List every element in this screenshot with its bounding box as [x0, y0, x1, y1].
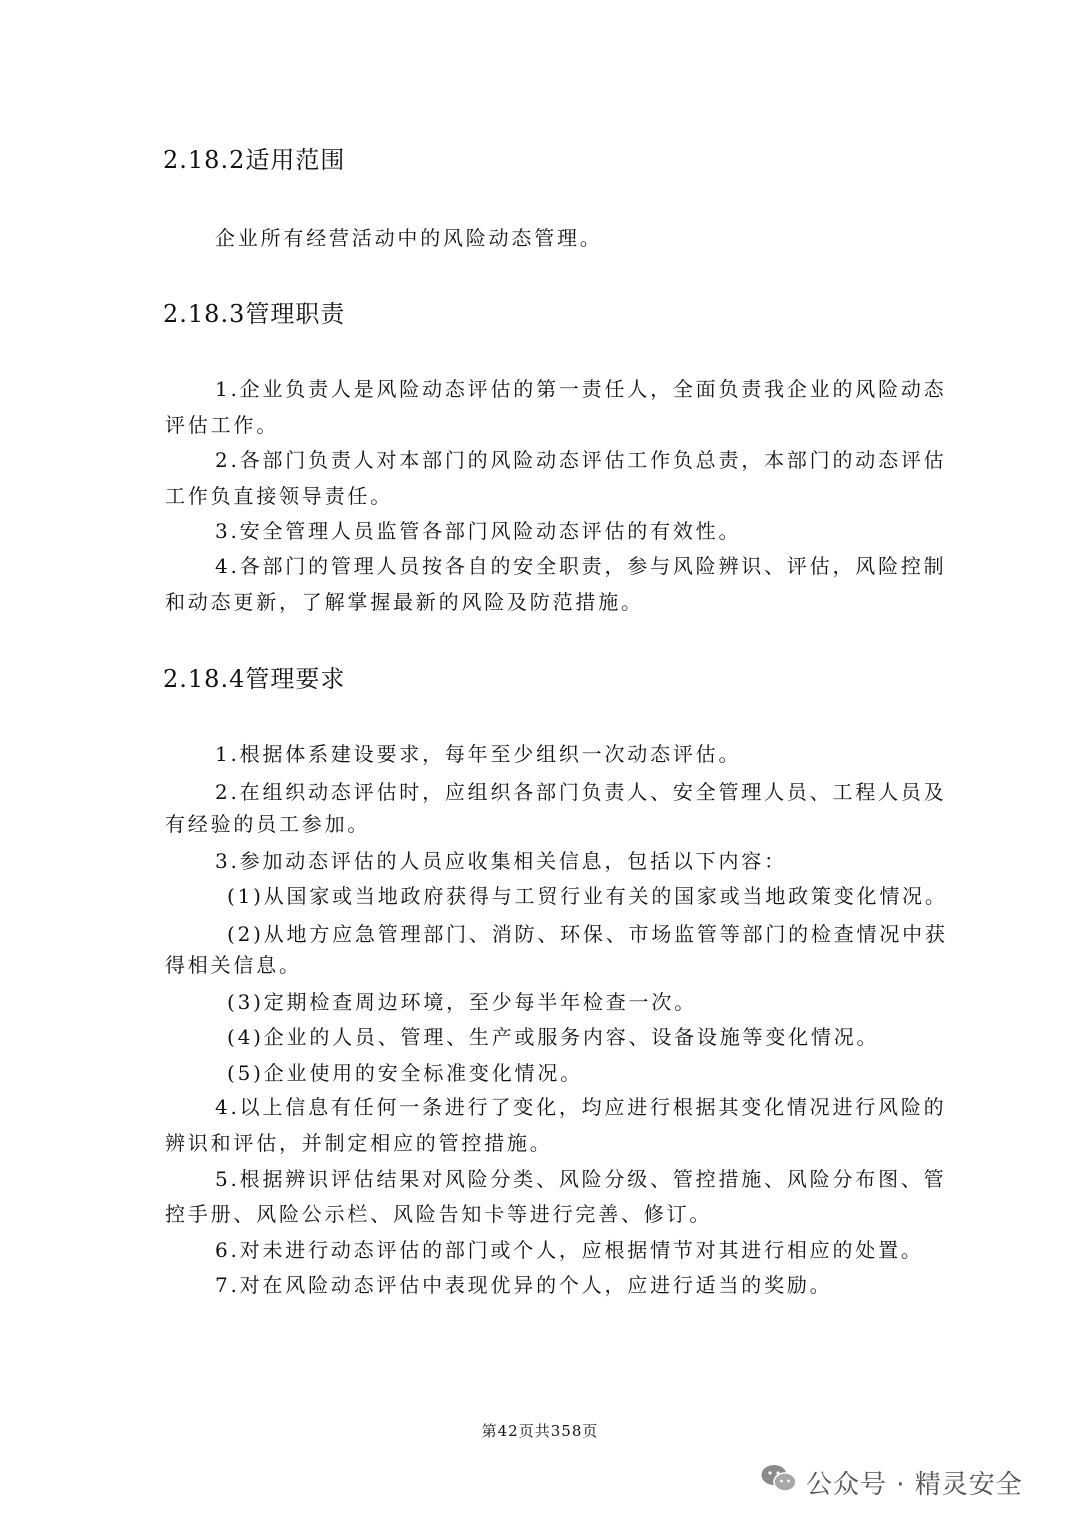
paragraph: 企业所有经营活动中的风险动态管理。	[215, 226, 603, 250]
paragraph: 3.参加动态评估的人员应收集相关信息，包括以下内容：	[215, 849, 787, 873]
paragraph: 3.安全管理人员监管各部门风险动态评估的有效性。	[215, 519, 742, 543]
paragraph-sub-item: (5)企业使用的安全标准变化情况。	[227, 1061, 583, 1085]
paragraph-sub-item: (2)从地方应急管理部门、消防、环保、市场监管等部门的检查情况中获	[227, 922, 948, 946]
paragraph: 2.在组织动态评估时，应组织各部门负责人、安全管理人员、工程人员及	[215, 780, 947, 804]
page-footer: 第42页共358页	[481, 1422, 599, 1440]
watermark-label: 公众号 · 精灵安全	[806, 1469, 1023, 1500]
paragraph: 1.企业负责人是风险动态评估的第一责任人，全面负责我企业的风险动态	[215, 377, 947, 401]
paragraph: 7.对在风险动态评估中表现优异的个人，应进行适当的奖励。	[215, 1273, 833, 1297]
paragraph-sub-item: (4)企业的人员、管理、生产或服务内容、设备设施等变化情况。	[227, 1025, 880, 1049]
paragraph: 6.对未进行动态评估的部门或个人，应根据情节对其进行相应的处置。	[215, 1238, 924, 1262]
paragraph-continuation: 工作负直接领导责任。	[165, 484, 393, 508]
paragraph-sub-item: (1)从国家或当地政府获得与工贸行业有关的国家或当地政策变化情况。	[227, 884, 948, 908]
paragraph-continuation: 评估工作。	[165, 413, 279, 437]
paragraph-continuation: 和动态更新，了解掌握最新的风险及防范措施。	[165, 590, 644, 614]
paragraph: 2.各部门负责人对本部门的风险动态评估工作负总责，本部门的动态评估	[215, 448, 947, 472]
paragraph-continuation: 有经验的员工参加。	[165, 812, 371, 836]
paragraph: 1.根据体系建设要求，每年至少组织一次动态评估。	[215, 742, 742, 766]
section-heading-duties: 2.18.3管理职责	[163, 300, 346, 328]
paragraph-continuation: 得相关信息。	[165, 953, 302, 977]
section-heading-scope: 2.18.2适用范围	[163, 146, 346, 174]
section-heading-requirements: 2.18.4管理要求	[163, 665, 346, 693]
paragraph: 4.以上信息有任何一条进行了变化，均应进行根据其变化情况进行风险的	[215, 1095, 947, 1119]
watermark	[760, 1462, 1023, 1502]
paragraph-sub-item: (3)定期检查周边环境，至少每半年检查一次。	[227, 990, 697, 1014]
paragraph-continuation: 辨识和评估，并制定相应的管控措施。	[165, 1131, 553, 1155]
paragraph-continuation: 控手册、风险公示栏、风险告知卡等进行完善、修订。	[165, 1202, 713, 1226]
wechat-icon	[760, 1463, 806, 1502]
paragraph: 4.各部门的管理人员按各自的安全职责，参与风险辨识、评估，风险控制	[215, 554, 947, 578]
paragraph: 5.根据辨识评估结果对风险分类、风险分级、管控措施、风险分布图、管	[215, 1167, 947, 1191]
